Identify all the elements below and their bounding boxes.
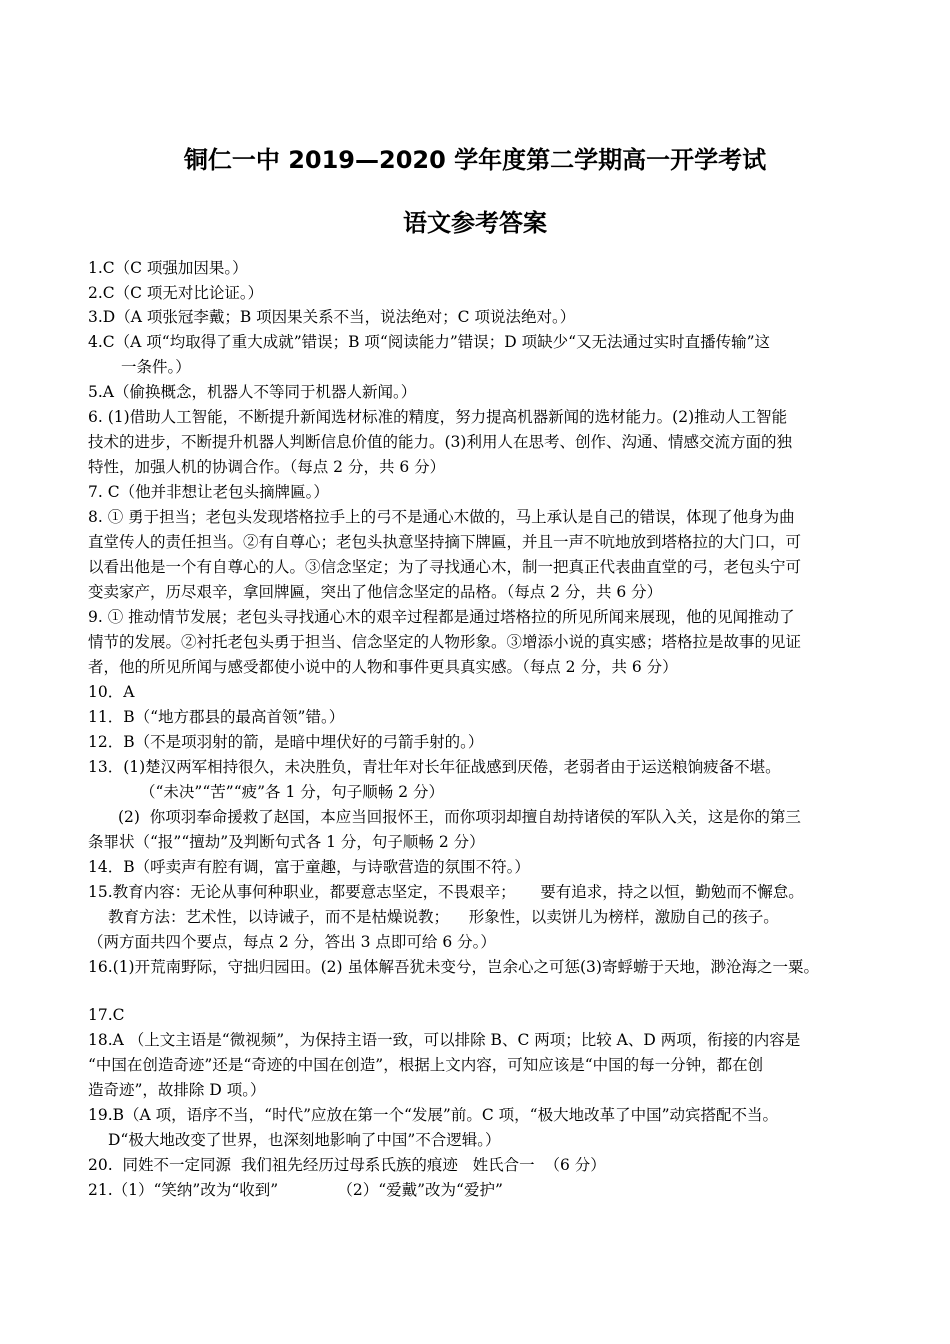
answer-line: D“极大地改变了世界，也深刻地影响了中国”不合逻辑。） [108, 1131, 501, 1149]
answer-line: 以看出他是一个有自尊心的人。③信念坚定；为了寻找通心木，制一把真正代表曲直堂的弓，老包头宁可 [88, 558, 802, 576]
answer-line: (2) 你项羽奉命援救了赵国，本应当回报怀王，而你项羽却擅自劫持诸侯的军队入关，这是你的第三 [118, 808, 801, 826]
answer-line: 情节的发展。②衬托老包头勇于担当、信念坚定的人物形象。③增添小说的真实感；塔格拉是故事的见证 [88, 633, 802, 651]
answer-line: 2.C（C 项无对比论证。） [88, 284, 264, 302]
answer-line: 17.C [88, 1006, 125, 1024]
answer-line: 造奇迹”，故排除 D 项。） [88, 1081, 266, 1099]
answer-line: 特性，加强人机的协调合作。（每点 2 分，共 6 分） [88, 458, 446, 476]
answer-line: 5.A（偷换概念，机器人不等同于机器人新闻。） [88, 383, 417, 401]
answer-line: 教育方法：艺术性，以诗诫子，而不是枯燥说教； 形象性，以卖饼儿为榜样，激励自己的孩子。 [108, 908, 779, 926]
answer-line: 14．B（呼卖声有腔有调，富于童趣，与诗歌营造的氛围不符。） [88, 858, 530, 876]
answer-line: 条罪状（“报”“擅劫”及判断句式各 1 分，句子顺畅 2 分） [88, 833, 485, 851]
answer-line: 4.C（A 项“均取得了重大成就”错误；B 项“阅读能力”错误；D 项缺少“又无法通过实时直播传输”这 [88, 333, 770, 351]
answer-line: 6. (1)借助人工智能，不断提升新闻选材标准的精度，努力提高机器新闻的选材能力。(2)推动人工智能 [88, 408, 788, 426]
answer-line: 7. C（他并非想让老包头摘牌匾。） [88, 483, 329, 501]
answer-line: 21.（1）“笑纳”改为“收到” （2）“爱戴”改为“爱护” [88, 1181, 503, 1199]
answer-line: 19.B（A 项，语序不当，“时代”应放在第一个“发展”前。C 项，“极大地改革了中国”动宾搭配不当。 [88, 1106, 778, 1124]
answer-line: 直堂传人的责任担当。②有自尊心；老包头执意坚持摘下牌匾，并且一声不吭地放到塔格拉的大门口，可 [88, 533, 802, 551]
answer-line: 16.(1)开荒南野际，守拙归园田。(2) 虽体解吾犹未变兮，岂余心之可惩(3)寄蜉蝣于天地，渺沧海之一粟。 [88, 958, 819, 976]
answer-line: 9. ① 推动情节发展；老包头寻找通心木的艰辛过程都是通过塔格拉的所见所闻来展现，他的见闻推动了 [88, 608, 795, 626]
answer-line: 18.A （上文主语是“微视频”，为保持主语一致，可以排除 B、C 两项；比较 A、D 两项，衔接的内容是 [88, 1031, 801, 1049]
answer-line: 10．A [88, 683, 135, 701]
answer-line: （“未决”“苦”“疲”各 1 分，句子顺畅 2 分） [140, 783, 444, 801]
answer-line: （两方面共四个要点，每点 2 分，答出 3 点即可给 6 分。） [88, 933, 496, 951]
page-title: 铜仁一中 2019—2020 学年度第二学期高一开学考试 [183, 146, 767, 174]
answer-line: 1.C（C 项强加因果。） [88, 259, 248, 277]
page-subtitle: 语文参考答案 [403, 209, 547, 237]
answer-line: 者，他的所见所闻与感受都使小说中的人物和事件更具真实感。（每点 2 分，共 6 分） [88, 658, 678, 676]
answer-line: 20. 同姓不一定同源 我们祖先经历过母系氏族的痕迹 姓氏合一 （6 分） [88, 1156, 606, 1174]
answer-line: 11．B（“地方郡县的最高首领”错。） [88, 708, 345, 726]
answer-line: 3.D（A 项张冠李戴；B 项因果关系不当，说法绝对；C 项说法绝对。） [88, 308, 576, 326]
answer-line: 15.教育内容：无论从事何种职业，都要意志坚定，不畏艰辛； 要有追求，持之以恒，勤勉而不懈怠。 [88, 883, 804, 901]
answer-line: “中国在创造奇迹”还是“奇迹的中国在创造”，根据上文内容，可知应该是“中国的每一分钟，都在创 [88, 1056, 764, 1074]
answer-line: 技术的进步，不断提升机器人判断信息价值的能力。(3)利用人在思考、创作、沟通、情感交流方面的独 [88, 433, 792, 451]
answer-line: 一条件。） [121, 358, 191, 376]
answer-line: 12．B（不是项羽射的箭，是暗中埋伏好的弓箭手射的。） [88, 733, 484, 751]
answer-line: 8. ① 勇于担当；老包头发现塔格拉手上的弓不是通心木做的，马上承认是自己的错误，体现了他身为曲 [88, 508, 795, 526]
answer-line: 13．(1)楚汉两军相持很久，未决胜负，青壮年对长年征战感到厌倦，老弱者由于运送粮饷疲备不堪。 [88, 758, 781, 776]
answer-line: 变卖家产，历尽艰辛，拿回牌匾，突出了他信念坚定的品格。（每点 2 分，共 6 分） [88, 583, 663, 601]
